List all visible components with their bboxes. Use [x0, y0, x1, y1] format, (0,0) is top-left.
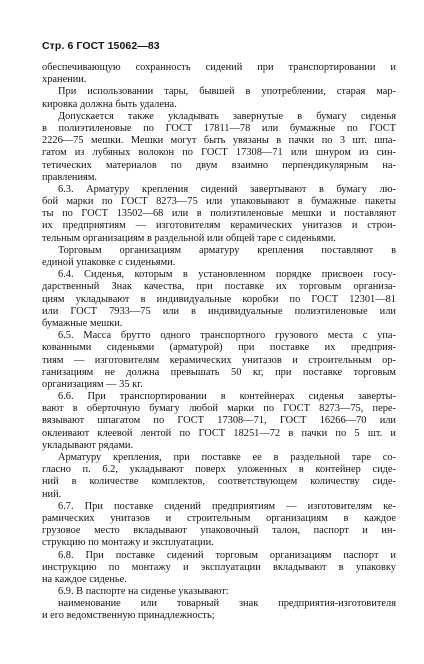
- text-line: струкцию по монтажу и эксплуатации.: [42, 537, 214, 549]
- text-line: циям укладывают в индивидуальные коробки по ГОСТ 12301—81: [42, 293, 396, 305]
- page-header: Стр. 6 ГОСТ 15062—83: [42, 40, 160, 52]
- text-line: кировка должна быть удалена.: [42, 98, 177, 110]
- text-line: правлениям.: [42, 171, 98, 183]
- text-line: вают в оберточную бумагу любой марки по ГОСТ 8273—75, пере-: [42, 403, 396, 415]
- text-line: тельным организациям в раздельной или общей таре с сиденьями.: [42, 232, 336, 244]
- text-line: Допускается также укладывать завернутые в бумагу сиденья: [58, 110, 396, 122]
- text-line: их предприятиям — изготовителям керамических унитазов и строи-: [42, 220, 396, 232]
- text-line: на каждое сиденье.: [42, 573, 127, 585]
- text-line: наименование или товарный знак предприятия-изготовителя: [58, 598, 396, 610]
- text-line: ганизациям не должна превышать 50 кг, при поставке торговым: [42, 366, 396, 378]
- paragraph-p-tara: [42, 86, 396, 110]
- text-line: рамических унитазов и строительным организациям в каждое: [42, 512, 396, 524]
- text-line: ты по ГОСТ 13502—68 или в полиэтиленовые мешки и поставляют: [42, 208, 396, 220]
- document-body: [42, 62, 396, 623]
- text-line: и его ведомственную принадлежность;: [42, 610, 215, 622]
- text-line: 6.6. При транспортировании в контейнерах сиденья заверты-: [58, 391, 396, 403]
- text-line: При использовании тары, бывшей в употреблении, старая мар-: [58, 86, 396, 98]
- text-line: Арматуру крепления, при поставке ее в раздельной таре со-: [58, 452, 396, 463]
- text-line: ний в количестве комплектов, соответствующем количеству сиде-: [42, 476, 396, 488]
- paragraph-p-6-6: [42, 391, 396, 452]
- text-line: бумажные мешки.: [42, 317, 123, 329]
- paragraph-p-dopusk: [42, 111, 396, 184]
- text-line: 2226—75 мешки. Мешки могут быть увязаны в пачки по 3 шт. шпа-: [42, 135, 396, 147]
- text-line: грузовое место вкладывают упаковочный талон, паспорт и ин-: [42, 525, 396, 537]
- text-line: гласно п. 6.2, укладывают поверх уложенных в контейнер сиде-: [42, 464, 396, 476]
- text-line: бой марки по ГОСТ 8273—75 или упаковывают в бумажные пакеты: [42, 196, 396, 208]
- text-line: тиям — изготовителям керамических унитазов и строительным ор-: [42, 354, 396, 366]
- text-line: 6.8. При поставке сидений торговым организациям паспорт и: [58, 549, 396, 561]
- text-line: кованными сиденьями (арматурой) при поставке их предприя-: [42, 342, 396, 354]
- paragraph-p-torg: [42, 245, 396, 269]
- text-line: укладывают рядами.: [42, 439, 134, 451]
- paragraph-p-6-8: [42, 550, 396, 587]
- text-line: 6.9. В паспорте на сиденье указывают:: [58, 586, 229, 598]
- text-line: ний.: [42, 488, 62, 500]
- text-line: вязывают шпагатом по ГОСТ 17308—71, ГОСТ 16266—70 или: [42, 415, 396, 427]
- paragraph-p-cont: [42, 62, 396, 86]
- paragraph-p-6-3: [42, 184, 396, 245]
- text-line: 6.5. Масса брутто одного транспортного грузового места с упа-: [58, 330, 396, 342]
- text-line: Торговым организациям арматуру крепления поставляют в: [58, 244, 396, 256]
- text-line: хранении.: [42, 74, 87, 86]
- paragraph-p-armat: [42, 452, 396, 501]
- text-line: в полиэтиленовые по ГОСТ 17811—78 или бумажные по ГОСТ: [42, 122, 396, 134]
- text-line: оклеивают клеевой лентой по ГОСТ 18251—72 в пачки по 5 шт. и: [42, 427, 396, 439]
- text-line: дарственный Знак качества, при поставке их торговым организа-: [42, 281, 396, 293]
- text-line: тетических материалов по двум взаимно перпендикулярным на-: [42, 159, 396, 171]
- paragraph-p-6-5: [42, 330, 396, 391]
- text-line: 6.3. Арматуру крепления сидений завертывают в бумагу лю-: [58, 183, 396, 195]
- text-line: обеспечивающую сохранность сидений при транспортировании и: [42, 62, 396, 73]
- paragraph-p-6-9: [42, 586, 396, 598]
- text-line: инструкцию по монтажу и эксплуатации вкладывают в упаковку: [42, 561, 396, 573]
- text-line: или ГОСТ 7933—75 или в индивидуальные полиэтиленовые или: [42, 305, 396, 317]
- text-line: единой упаковке с сиденьями.: [42, 257, 176, 268]
- paragraph-p-6-7: [42, 501, 396, 550]
- text-line: 6.4. Сиденья, которым в установленном порядке присвоен госу-: [58, 269, 396, 281]
- text-line: 6.7. При поставке сидений предприятиям — изготовителям ке-: [58, 500, 396, 512]
- document-page: [42, 0, 396, 664]
- text-line: организациям — 35 кг.: [42, 378, 143, 390]
- paragraph-p-naim: [42, 598, 396, 622]
- paragraph-p-6-4: [42, 269, 396, 330]
- text-line: гатом из лубяных волокон по ГОСТ 17308—71 или шнуром из син-: [42, 147, 396, 159]
